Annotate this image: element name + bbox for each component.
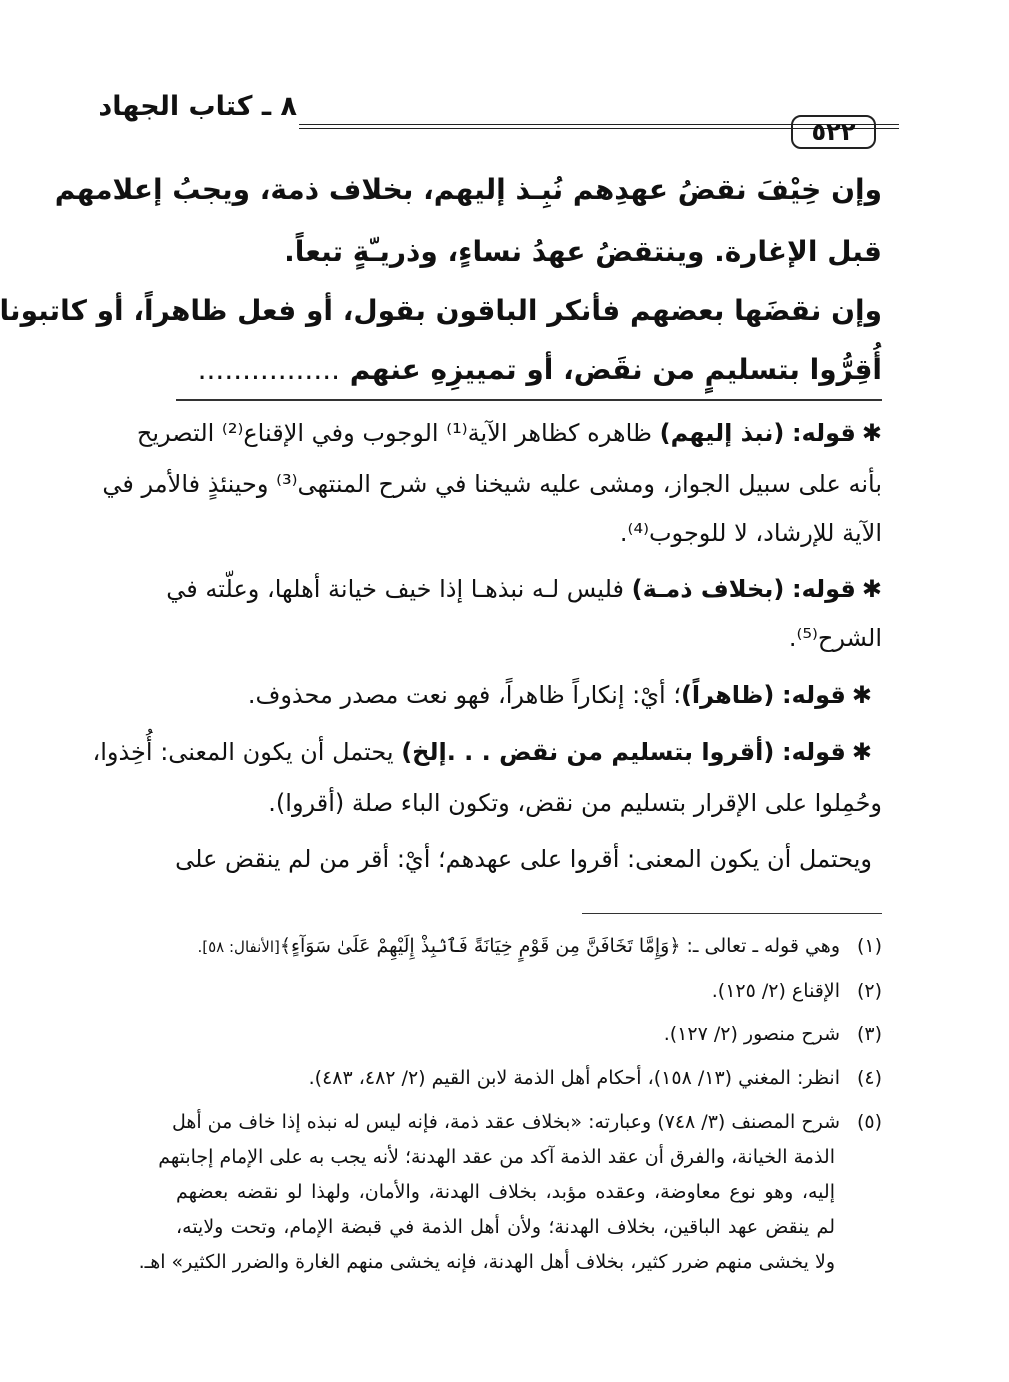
sharh-text: فليس لـه نبذهـا إذا خيف خيانة أهلها، وعلّته في	[166, 575, 625, 603]
sharh-5-line-1: ويحتمل أن يكون المعنى: أقروا على عهدهم؛ أيْ: أقر من لم ينقض على	[175, 845, 872, 873]
sharh-quote: (بخلاف ذمـة)	[631, 575, 785, 603]
footnote-3	[176, 1025, 882, 1044]
footnote-number: (١)	[856, 935, 882, 957]
star-icon: ✱	[861, 575, 882, 603]
footnote-number: (٣)	[856, 1023, 882, 1045]
star-icon: ✱	[861, 419, 882, 447]
sharh-lead: قوله:	[781, 738, 846, 766]
sharh-2-line-1	[166, 575, 882, 603]
footnote-4	[176, 1069, 882, 1088]
matn-line-2: قبل الإغارة. وينتقضُ عهدُ نساءٍ، وذريـّةٍ تبعاً.	[284, 235, 882, 268]
sharh-quote: (ظاهراً)	[680, 681, 775, 709]
footnote-5-line-3: إليه، وهو نوع معاوضة، وعقده مؤبد، بخلاف الهدنة، والأمان، ولهذا لو نقضه بعضهم	[176, 1181, 835, 1203]
footnote-number: (٥)	[856, 1111, 882, 1133]
sharh-quote: (نبذ إليهم)	[659, 419, 785, 447]
matn-line-1: وإن خِيْفَ نقضُ عهدِهم نُبِـذ إليهم، بخلاف ذمة، ويجبُ إعلامهم	[54, 173, 882, 206]
sharh-quote: (أقروا بتسليم من نقض . . .إلخ)	[401, 738, 775, 766]
sharh-text: ؛ أيْ: إنكاراً ظاهراً، فهو نعت مصدر محذوف.	[247, 681, 681, 709]
sharh-2-line-2: الشرح⁽⁵⁾.	[788, 624, 882, 652]
footnote-1	[176, 937, 882, 956]
footnote-5-line-5: ولا يخشى منهم ضرر كثير، بخلاف أهل الهدنة، فإنه يخشى منهم الغارة والضرر الكثير» اهـ.	[138, 1251, 835, 1273]
star-icon: ✱	[851, 681, 872, 709]
footnote-2	[176, 982, 882, 1001]
matn-line-4-text: أُقِرُّوا بتسليمٍ من نقَض، أو تمييزِهِ عنهم	[349, 353, 882, 386]
chapter-title: ٨ ـ كتاب الجهاد	[98, 91, 297, 122]
footnote-5-line-1	[171, 1111, 882, 1133]
sharh-3-line-1	[176, 683, 872, 707]
sharh-lead: قوله:	[791, 575, 856, 603]
footnote-text: انظر: المغني (١٣/ ١٥٨)، أحكام أهل الذمة لابن القيم (٢/ ٤٨٢، ٤٨٣).	[308, 1067, 840, 1089]
star-icon: ✱	[851, 738, 872, 766]
sharh-text: يحتمل أن يكون المعنى: أُخِذوا،	[92, 738, 394, 766]
sharh-lead: قوله:	[791, 419, 856, 447]
footnote-5-line-4: لم ينقض عهد الباقين، بخلاف الهدنة؛ ولأن أهل الذمة في قبضة الإمام، وتحت ولايته،	[176, 1216, 835, 1238]
matn-sharh-divider	[176, 399, 882, 401]
matn-line-3: وإن نقضَها بعضهم فأنكر الباقون بقول، أو فعل ظاهراً، أو كاتبونا	[0, 294, 882, 327]
footnote-text: شرح منصور (٢/ ١٢٧).	[663, 1023, 840, 1045]
footnote-5-line-2: الذمة الخيانة، والفرق أن عقد الذمة آكد من عقد الهدنة؛ لأنه يجب به على الإمام إجابتهم	[158, 1146, 835, 1168]
sharh-1-line-1	[136, 419, 882, 447]
verse-reference: [الأنفال: ٥٨].	[197, 938, 280, 956]
footnote-text: الإقناع (٢/ ١٢٥).	[711, 980, 840, 1002]
footnote-rule	[582, 913, 882, 914]
footnote-number: (٤)	[856, 1067, 882, 1089]
sharh-text: ظاهره كظاهر الآية⁽¹⁾ الوجوب وفي الإقناع⁽²⁾ التصريح	[136, 419, 652, 447]
matn-line-4	[176, 353, 882, 386]
sharh-4-line-1	[92, 738, 872, 766]
footnote-text: شرح المصنف (٣/ ٧٤٨) وعبارته: «بخلاف عقد ذمة، فإنه ليس له نبذه إذا خاف من أهل	[171, 1111, 840, 1133]
quran-verse: ﴿وَإِمَّا تَخَافَنَّ مِن قَوْمٍ خِيَانَةً فَٱنۢبِذْ إِلَيْهِمْ عَلَىٰ سَوَآءٍ﴾	[279, 935, 681, 957]
footnote-number: (٢)	[856, 980, 882, 1002]
sharh-4-line-2: وحُمِلوا على الإقرار بتسليم من نقض، وتكون الباء صلة (أقروا).	[268, 789, 882, 817]
sharh-1-line-3: الآية للإرشاد، لا للوجوب⁽⁴⁾.	[619, 519, 882, 547]
footnote-text: وهي قوله ـ تعالى ـ:	[686, 935, 840, 957]
matn-line-4-dots: ................	[197, 353, 341, 386]
page-number: ٥٢٢	[791, 115, 876, 149]
sharh-lead: قوله:	[781, 681, 846, 709]
sharh-1-line-2: بأنه على سبيل الجواز، ومشى عليه شيخنا في شرح المنتهى⁽³⁾ وحينئذٍ فالأمر في	[102, 470, 882, 498]
